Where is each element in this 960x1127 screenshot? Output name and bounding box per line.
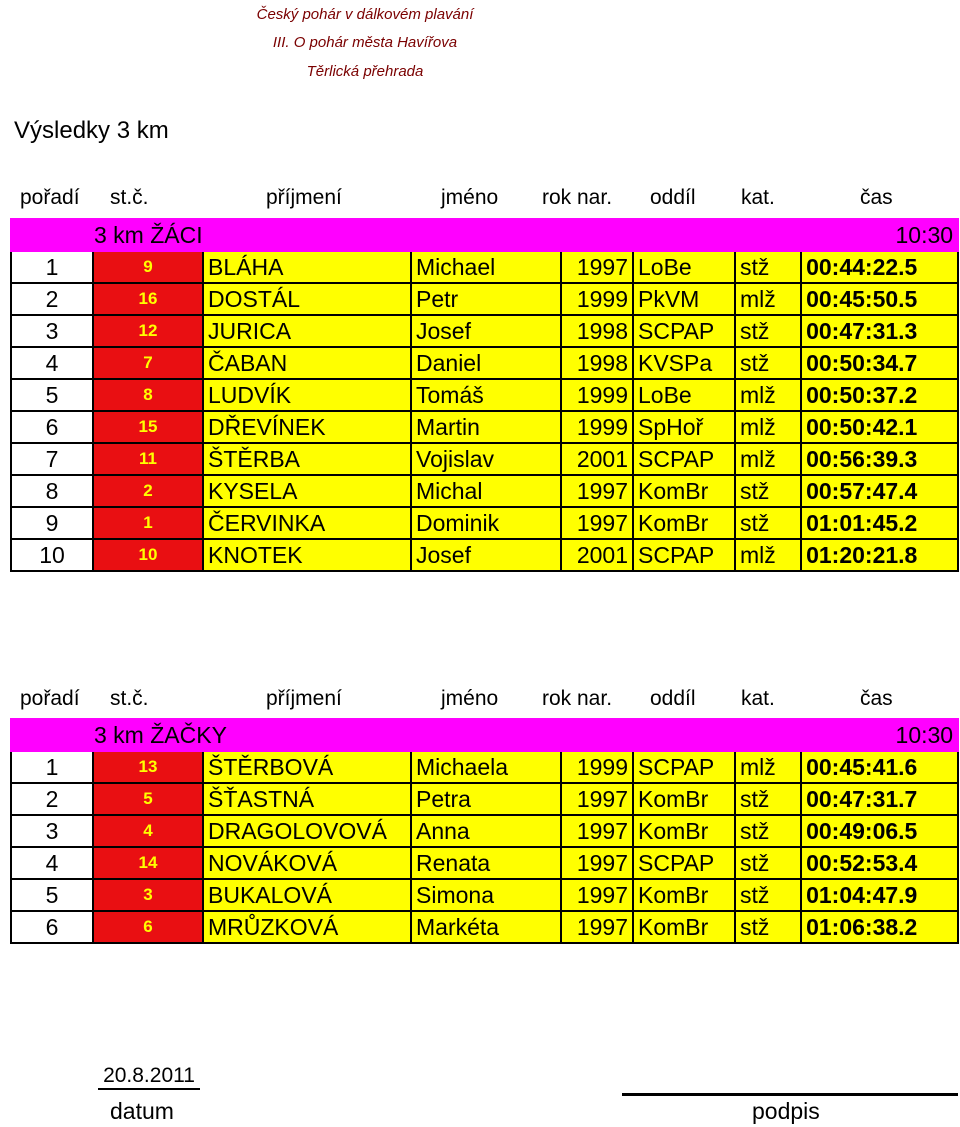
first-name-cell: Renata <box>411 847 561 879</box>
birth-year-cell: 1999 <box>561 379 633 411</box>
first-name-cell: Dominik <box>411 507 561 539</box>
time-cell: 01:04:47.9 <box>801 879 958 911</box>
category-cell: stž <box>735 879 801 911</box>
results-table-girls <box>10 718 959 944</box>
col-name: jméno <box>441 186 499 209</box>
col-year: rok nar. <box>542 687 613 710</box>
results-table-boys <box>10 218 959 572</box>
category-start-time: 10:30 <box>801 219 958 251</box>
club-cell: KomBr <box>633 911 735 943</box>
rank-cell: 9 <box>11 507 93 539</box>
bib-number-cell: 10 <box>93 539 203 571</box>
date-value: 20.8.2011 <box>98 1064 200 1090</box>
rank-cell: 2 <box>11 783 93 815</box>
birth-year-cell: 1997 <box>561 815 633 847</box>
time-cell: 00:52:53.4 <box>801 847 958 879</box>
bib-number-cell: 9 <box>93 251 203 283</box>
category-cell: stž <box>735 507 801 539</box>
first-name-cell: Petra <box>411 783 561 815</box>
time-cell: 00:44:22.5 <box>801 251 958 283</box>
birth-year-cell: 2001 <box>561 443 633 475</box>
time-cell: 00:50:34.7 <box>801 347 958 379</box>
rank-cell: 5 <box>11 379 93 411</box>
surname-cell: NOVÁKOVÁ <box>203 847 411 879</box>
surname-cell: DŘEVÍNEK <box>203 411 411 443</box>
surname-cell: ČABAN <box>203 347 411 379</box>
club-cell: LoBe <box>633 379 735 411</box>
surname-cell: LUDVÍK <box>203 379 411 411</box>
category-cell: stž <box>735 315 801 347</box>
column-headers <box>0 687 960 715</box>
time-cell: 01:20:21.8 <box>801 539 958 571</box>
first-name-cell: Simona <box>411 879 561 911</box>
club-cell: KomBr <box>633 783 735 815</box>
surname-cell: KYSELA <box>203 475 411 507</box>
surname-cell: KNOTEK <box>203 539 411 571</box>
table-row <box>11 751 958 783</box>
club-cell: KomBr <box>633 475 735 507</box>
club-cell: LoBe <box>633 251 735 283</box>
time-cell: 00:47:31.3 <box>801 315 958 347</box>
category-cell: mlž <box>735 443 801 475</box>
first-name-cell: Martin <box>411 411 561 443</box>
category-start-time: 10:30 <box>801 719 958 751</box>
table-row <box>11 347 958 379</box>
bib-number-cell: 3 <box>93 879 203 911</box>
first-name-cell: Josef <box>411 539 561 571</box>
col-rank: pořadí <box>20 687 80 710</box>
surname-cell: ŠŤASTNÁ <box>203 783 411 815</box>
bib-number-cell: 4 <box>93 815 203 847</box>
col-rank: pořadí <box>20 186 80 209</box>
club-cell: SCPAP <box>633 315 735 347</box>
first-name-cell: Daniel <box>411 347 561 379</box>
birth-year-cell: 1997 <box>561 507 633 539</box>
category-name: 3 km ŽAČKY <box>11 719 801 751</box>
bib-number-cell: 2 <box>93 475 203 507</box>
col-name: jméno <box>441 687 499 710</box>
club-cell: SCPAP <box>633 847 735 879</box>
surname-cell: JURICA <box>203 315 411 347</box>
birth-year-cell: 1998 <box>561 347 633 379</box>
time-cell: 01:01:45.2 <box>801 507 958 539</box>
rank-cell: 1 <box>11 251 93 283</box>
col-year: rok nar. <box>542 186 613 209</box>
category-cell: mlž <box>735 411 801 443</box>
col-time: čas <box>860 186 893 209</box>
time-cell: 00:49:06.5 <box>801 815 958 847</box>
time-cell: 00:45:50.5 <box>801 283 958 315</box>
rank-cell: 3 <box>11 815 93 847</box>
time-cell: 00:50:42.1 <box>801 411 958 443</box>
header-line-2: III. O pohár města Havířova <box>272 34 458 51</box>
rank-cell: 7 <box>11 443 93 475</box>
bib-number-cell: 7 <box>93 347 203 379</box>
rank-cell: 4 <box>11 347 93 379</box>
club-cell: SCPAP <box>633 539 735 571</box>
club-cell: SCPAP <box>633 751 735 783</box>
surname-cell: MRŮZKOVÁ <box>203 911 411 943</box>
bib-number-cell: 1 <box>93 507 203 539</box>
table-row <box>11 411 958 443</box>
rank-cell: 1 <box>11 751 93 783</box>
first-name-cell: Michaela <box>411 751 561 783</box>
club-cell: SCPAP <box>633 443 735 475</box>
category-cell: mlž <box>735 379 801 411</box>
col-category: kat. <box>741 186 775 209</box>
col-surname: příjmení <box>266 687 342 710</box>
birth-year-cell: 1997 <box>561 783 633 815</box>
column-headers <box>0 186 960 214</box>
col-surname: příjmení <box>266 186 342 209</box>
category-cell: mlž <box>735 283 801 315</box>
category-cell: mlž <box>735 539 801 571</box>
birth-year-cell: 1997 <box>561 911 633 943</box>
club-cell: KomBr <box>633 879 735 911</box>
first-name-cell: Tomáš <box>411 379 561 411</box>
signature-label: podpis <box>752 1098 820 1124</box>
category-cell: stž <box>735 783 801 815</box>
bib-number-cell: 12 <box>93 315 203 347</box>
header-line-1: Český pohár v dálkovém plavání <box>256 6 474 23</box>
first-name-cell: Petr <box>411 283 561 315</box>
first-name-cell: Anna <box>411 815 561 847</box>
header-line-3: Těrlická přehrada <box>306 63 424 80</box>
rank-cell: 3 <box>11 315 93 347</box>
rank-cell: 6 <box>11 911 93 943</box>
table-row <box>11 475 958 507</box>
surname-cell: ŠTĚRBOVÁ <box>203 751 411 783</box>
club-cell: PkVM <box>633 283 735 315</box>
rank-cell: 5 <box>11 879 93 911</box>
birth-year-cell: 1997 <box>561 475 633 507</box>
bib-number-cell: 14 <box>93 847 203 879</box>
birth-year-cell: 2001 <box>561 539 633 571</box>
table-row <box>11 379 958 411</box>
time-cell: 01:06:38.2 <box>801 911 958 943</box>
category-cell: mlž <box>735 751 801 783</box>
table-row <box>11 507 958 539</box>
club-cell: KomBr <box>633 815 735 847</box>
birth-year-cell: 1999 <box>561 283 633 315</box>
rank-cell: 10 <box>11 539 93 571</box>
category-header-row <box>11 219 958 251</box>
table-row <box>11 283 958 315</box>
birth-year-cell: 1999 <box>561 411 633 443</box>
rank-cell: 6 <box>11 411 93 443</box>
table-row <box>11 251 958 283</box>
club-cell: KomBr <box>633 507 735 539</box>
club-cell: SpHoř <box>633 411 735 443</box>
bib-number-cell: 16 <box>93 283 203 315</box>
bib-number-cell: 11 <box>93 443 203 475</box>
bib-number-cell: 6 <box>93 911 203 943</box>
bib-number-cell: 15 <box>93 411 203 443</box>
table-row <box>11 783 958 815</box>
rank-cell: 4 <box>11 847 93 879</box>
surname-cell: DRAGOLOVOVÁ <box>203 815 411 847</box>
first-name-cell: Markéta <box>411 911 561 943</box>
category-cell: stž <box>735 475 801 507</box>
birth-year-cell: 1997 <box>561 847 633 879</box>
page-title: Výsledky 3 km <box>14 117 169 144</box>
birth-year-cell: 1997 <box>561 251 633 283</box>
col-category: kat. <box>741 687 775 710</box>
time-cell: 00:56:39.3 <box>801 443 958 475</box>
bib-number-cell: 5 <box>93 783 203 815</box>
category-header-row <box>11 719 958 751</box>
col-bib: st.č. <box>110 186 149 209</box>
time-cell: 00:47:31.7 <box>801 783 958 815</box>
surname-cell: ČERVINKA <box>203 507 411 539</box>
category-cell: stž <box>735 847 801 879</box>
first-name-cell: Michal <box>411 475 561 507</box>
time-cell: 00:57:47.4 <box>801 475 958 507</box>
category-cell: stž <box>735 347 801 379</box>
table-row <box>11 847 958 879</box>
first-name-cell: Michael <box>411 251 561 283</box>
col-bib: st.č. <box>110 687 149 710</box>
rank-cell: 2 <box>11 283 93 315</box>
table-row <box>11 911 958 943</box>
category-cell: stž <box>735 815 801 847</box>
bib-number-cell: 13 <box>93 751 203 783</box>
birth-year-cell: 1999 <box>561 751 633 783</box>
first-name-cell: Vojislav <box>411 443 561 475</box>
table-row <box>11 879 958 911</box>
surname-cell: DOSTÁL <box>203 283 411 315</box>
bib-number-cell: 8 <box>93 379 203 411</box>
category-cell: stž <box>735 911 801 943</box>
category-name: 3 km ŽÁCI <box>11 219 801 251</box>
col-club: oddíl <box>650 186 696 209</box>
surname-cell: BUKALOVÁ <box>203 879 411 911</box>
table-row <box>11 443 958 475</box>
birth-year-cell: 1998 <box>561 315 633 347</box>
surname-cell: ŠTĚRBA <box>203 443 411 475</box>
time-cell: 00:45:41.6 <box>801 751 958 783</box>
surname-cell: BLÁHA <box>203 251 411 283</box>
birth-year-cell: 1997 <box>561 879 633 911</box>
table-row <box>11 815 958 847</box>
club-cell: KVSPa <box>633 347 735 379</box>
col-time: čas <box>860 687 893 710</box>
table-row <box>11 539 958 571</box>
first-name-cell: Josef <box>411 315 561 347</box>
category-cell: stž <box>735 251 801 283</box>
table-row <box>11 315 958 347</box>
time-cell: 00:50:37.2 <box>801 379 958 411</box>
rank-cell: 8 <box>11 475 93 507</box>
col-club: oddíl <box>650 687 696 710</box>
signature-line <box>622 1093 958 1096</box>
date-label: datum <box>110 1098 174 1124</box>
